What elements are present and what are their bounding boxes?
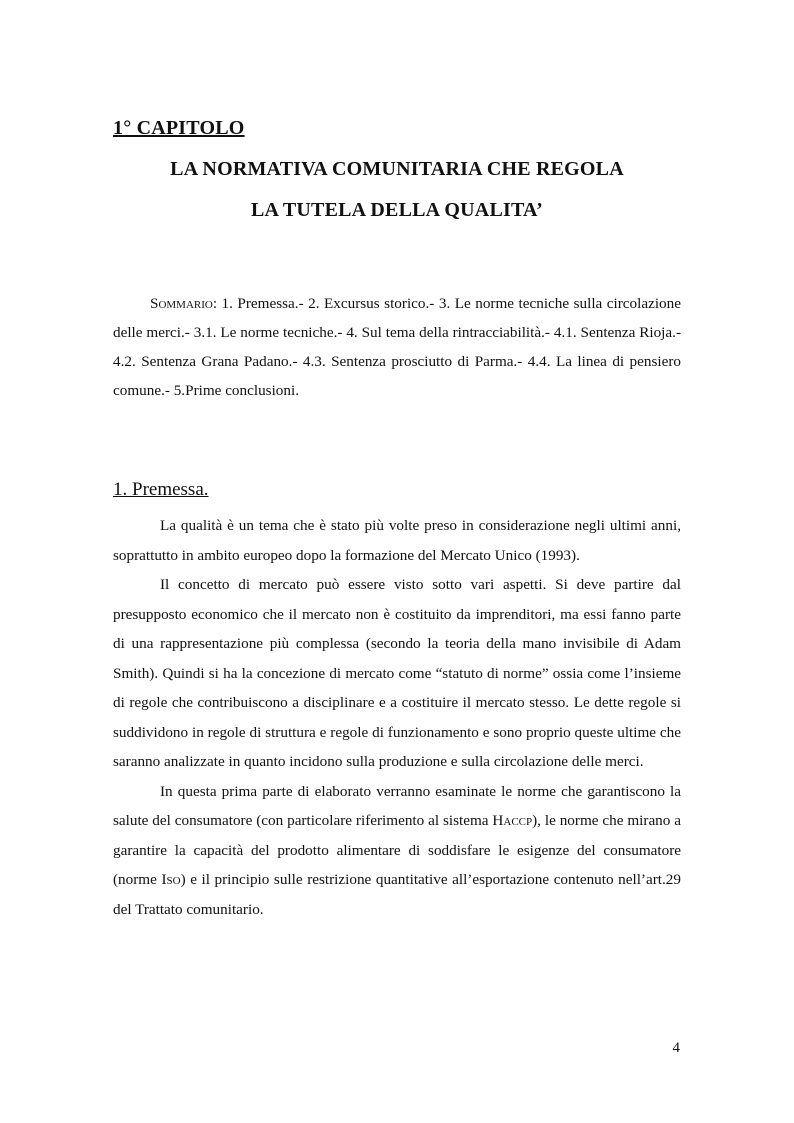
page-number: 4: [672, 1040, 680, 1056]
paragraph-1: La qualità è un tema che è stato più volte preso in considerazione negli ultimi anni, soprattutto in ambito europeo dopo la formazione del Mercato Unico (1993).: [113, 517, 681, 564]
chapter-summary: [113, 289, 681, 405]
paragraph-3-part-a: In questa prima parte di elaborato verranno esaminate le norme che garantiscono la salute del consumatore (con particolare riferimento al sistema: [113, 782, 681, 829]
section-body: [113, 511, 681, 924]
summary-label: Sommario:: [150, 295, 218, 312]
paragraph-3: [113, 777, 681, 925]
chapter-label: 1° CAPITOLO: [113, 117, 245, 139]
section-heading-premessa: 1. Premessa.: [113, 479, 209, 500]
haccp-term: Haccp: [492, 812, 533, 829]
paragraph-2: Il concetto di mercato può essere visto sotto vari aspetti. Si deve partire dal presupposto economico che il mercato non è costituito da imprenditori, ma essi fanno parte di una rappresentazione più complessa (secondo la teoria della mano invisibile di Adam Smith). Quindi si ha la concezione di mercato come “statuto di norme” ossia come l’insieme di regole che contribuiscono a disciplinare e a costituire il mercato stesso. Le dette regole si suddividono in regole di struttura e regole di funzionamento e sono proprio queste ultime che saranno analizzate in quanto incidono sulla produzione e sulla circolazione delle merci.: [113, 576, 681, 770]
chapter-title-line-2: LA TUTELA DELLA QUALITA’: [250, 199, 544, 221]
iso-term: Iso: [161, 871, 181, 888]
paragraph-3-part-b: ), le norme che mirano a garantire la capacità del prodotto alimentare di soddisfare le esigenze del consumatore (norme: [113, 812, 681, 888]
summary-text: 1. Premessa.- 2. Excursus storico.- 3. Le norme tecniche sulla circolazione delle merci.- 3.1. Le norme tecniche.- 4. Sul tema della rintracciabilità.- 4.1. Sentenza Rioja.- 4.2. Sentenza Grana Padano.- 4.3. Sentenza prosciutto di Parma.- 4.4. La linea di pensiero comune.- 5.Prime conclusioni.: [113, 295, 681, 399]
paragraph-3-part-c: ) e il principio sulle restrizione quantitative all’esportazione contenuto nell’art.29 del Trattato comunitario.: [113, 871, 681, 918]
chapter-title-line-1: LA NORMATIVA COMUNITARIA CHE REGOLA: [170, 158, 624, 180]
